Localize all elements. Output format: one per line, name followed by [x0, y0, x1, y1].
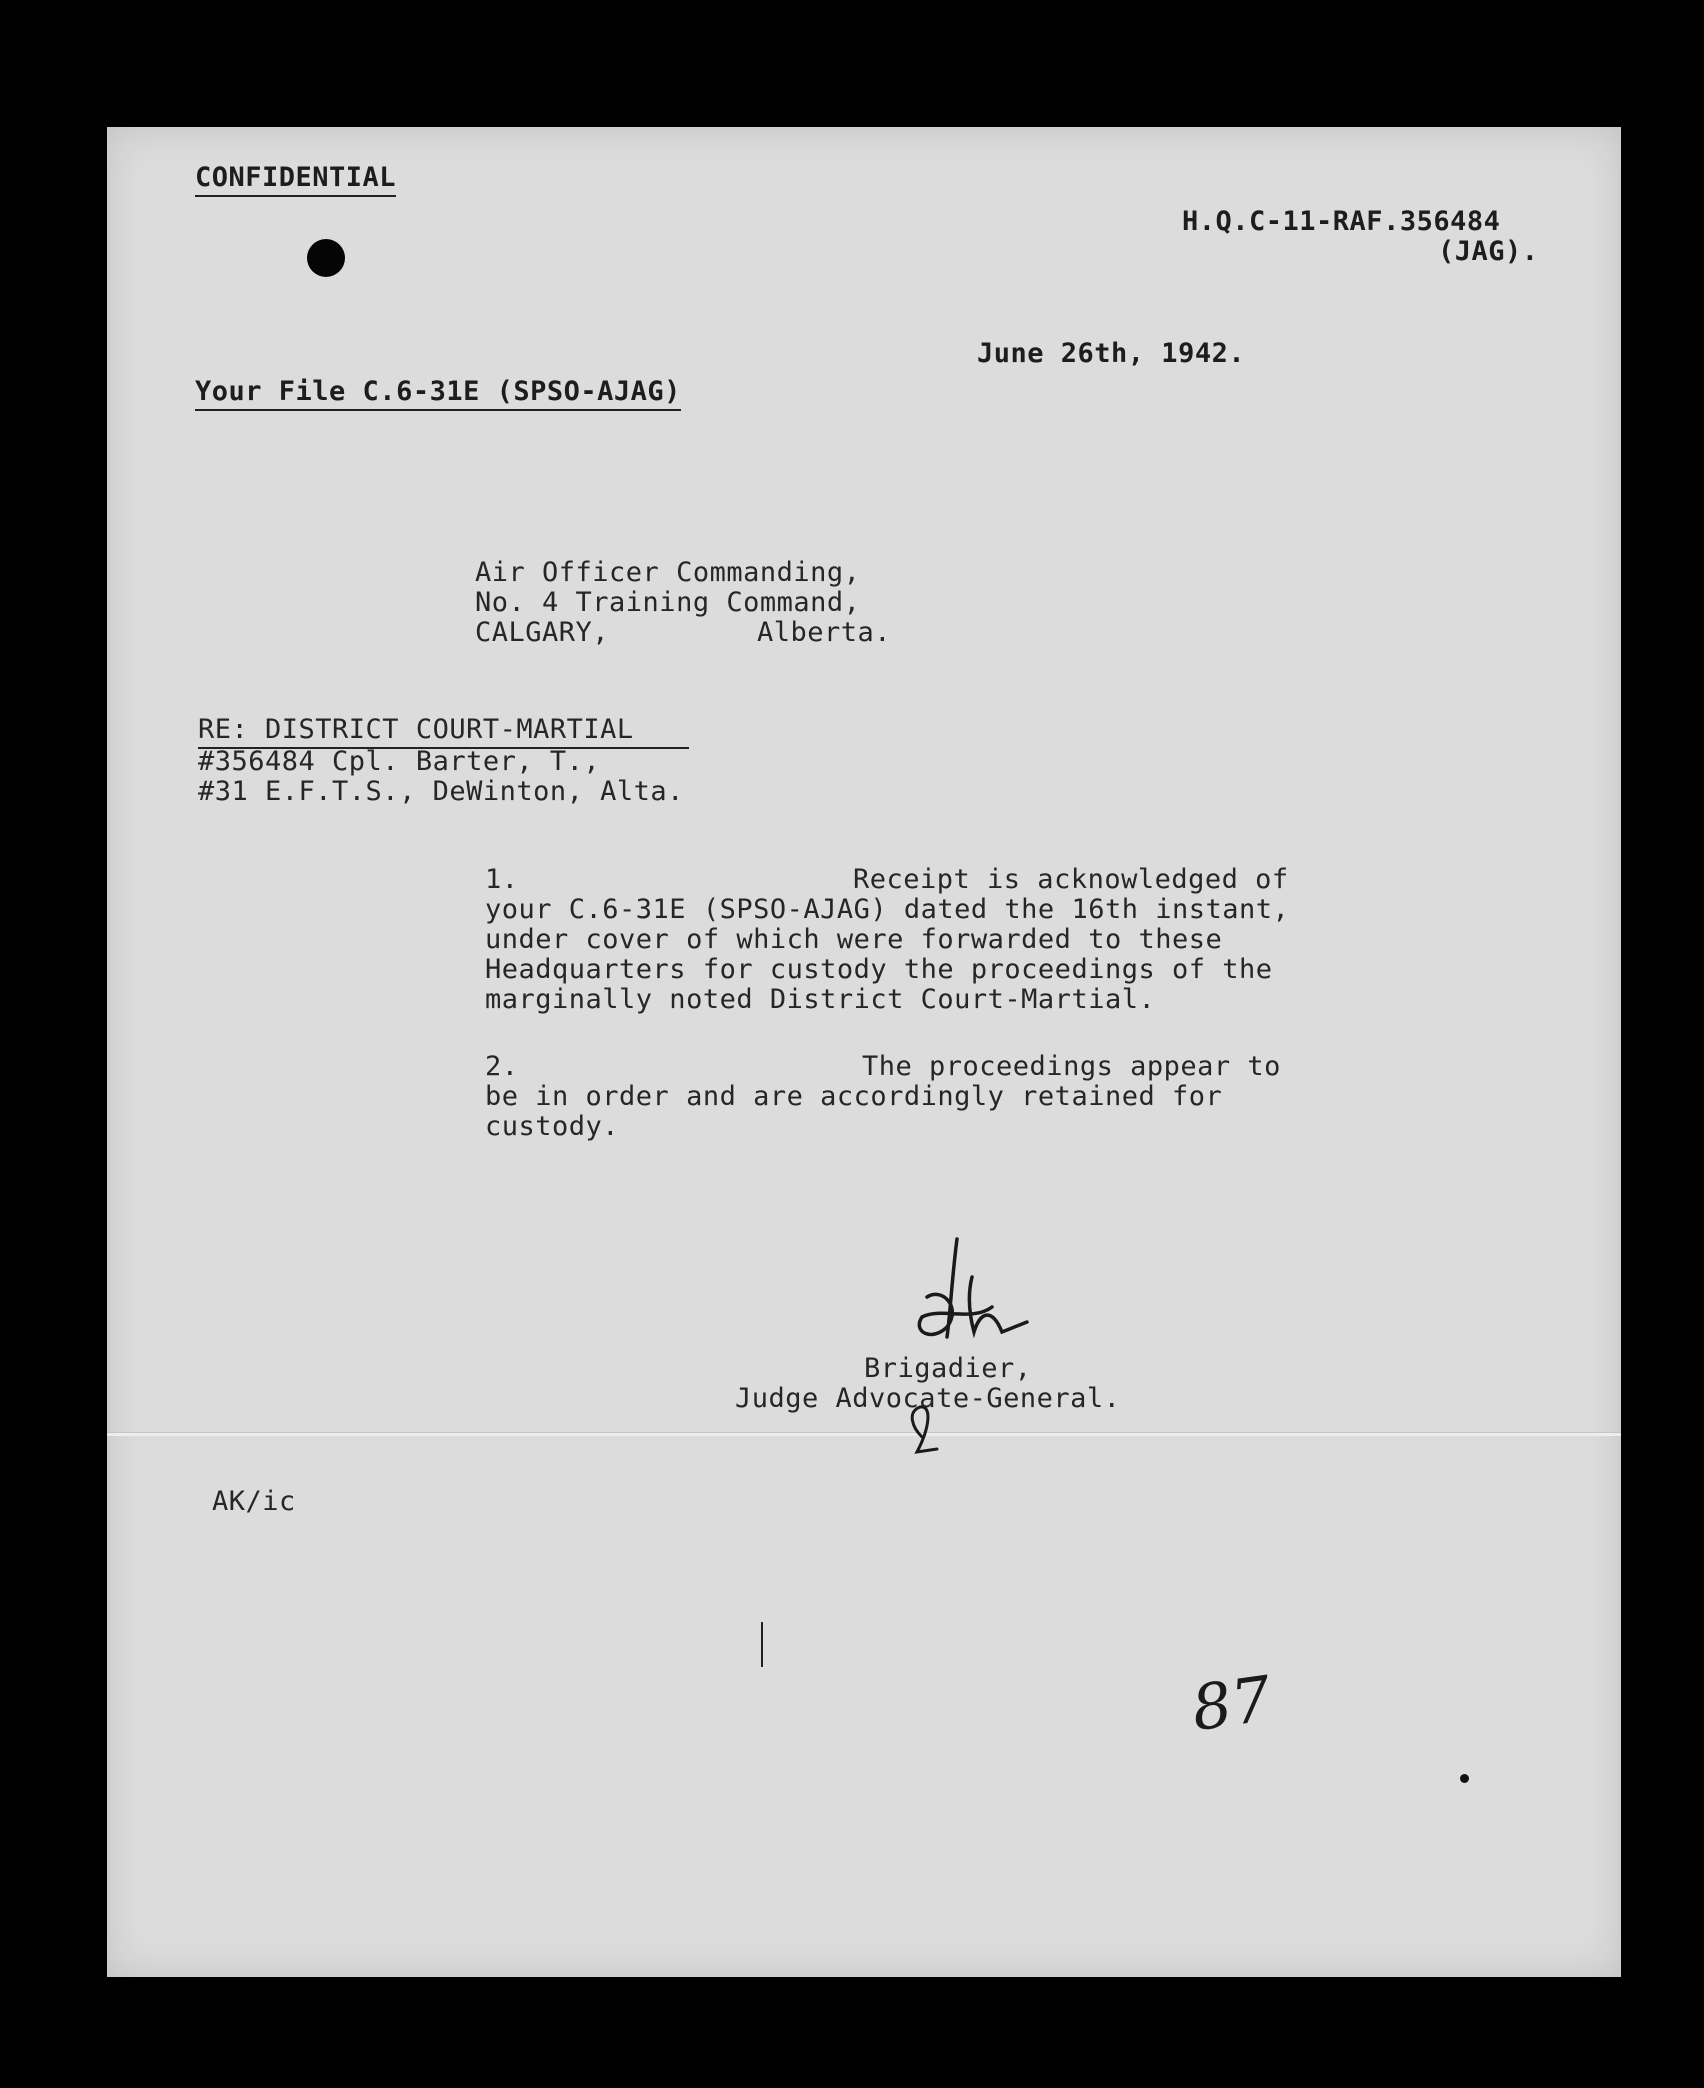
handwritten-signature — [852, 1237, 1052, 1467]
paragraph-1-number: 1. — [485, 864, 519, 895]
subject-line-2: #356484 Cpl. Barter, T., — [198, 746, 601, 777]
paragraph-1-line: Headquarters for custody the proceedings of the — [485, 954, 1273, 985]
document-page — [107, 127, 1621, 1977]
paragraph-1-line: Receipt is acknowledged of — [853, 864, 1289, 895]
paragraph-2-number: 2. — [485, 1051, 519, 1082]
paragraph-1-line: under cover of which were forwarded to these — [485, 924, 1223, 955]
addressee-line-1: Air Officer Commanding, — [475, 557, 861, 588]
typist-initials: AK/ic — [212, 1486, 296, 1517]
paragraph-1-line: marginally noted District Court-Martial. — [485, 984, 1156, 1015]
addressee-city: CALGARY, — [475, 617, 610, 648]
letter-date: June 26th, 1942. — [977, 338, 1246, 369]
addressee-line-2: No. 4 Training Command, — [475, 587, 861, 618]
ink-spot — [1460, 1774, 1469, 1783]
paragraph-2-line: be in order and are accordingly retained for — [485, 1081, 1223, 1112]
punch-hole — [307, 239, 345, 277]
addressee-province: Alberta. — [757, 617, 892, 648]
file-reference: H.Q.C-11-RAF.356484 — [1182, 206, 1501, 237]
subject-heading: RE: DISTRICT COURT-MARTIAL — [198, 715, 689, 749]
your-file-reference: Your File C.6-31E (SPSO-AJAG) — [195, 377, 681, 411]
subject-line-3: #31 E.F.T.S., DeWinton, Alta. — [198, 776, 684, 807]
signatory-rank: Brigadier, — [864, 1353, 1032, 1384]
paragraph-2-line: custody. — [485, 1111, 620, 1142]
paragraph-1-line: your C.6-31E (SPSO-AJAG) dated the 16th instant, — [485, 894, 1290, 925]
signatory-title: Judge Advocate-General. — [735, 1383, 1121, 1414]
handwritten-page-number: 87 — [1187, 1661, 1276, 1746]
file-reference-suffix: (JAG). — [1438, 236, 1539, 267]
pencil-mark — [761, 1622, 763, 1667]
classification-label: CONFIDENTIAL — [195, 163, 396, 197]
paragraph-2-line: The proceedings appear to — [862, 1051, 1281, 1082]
